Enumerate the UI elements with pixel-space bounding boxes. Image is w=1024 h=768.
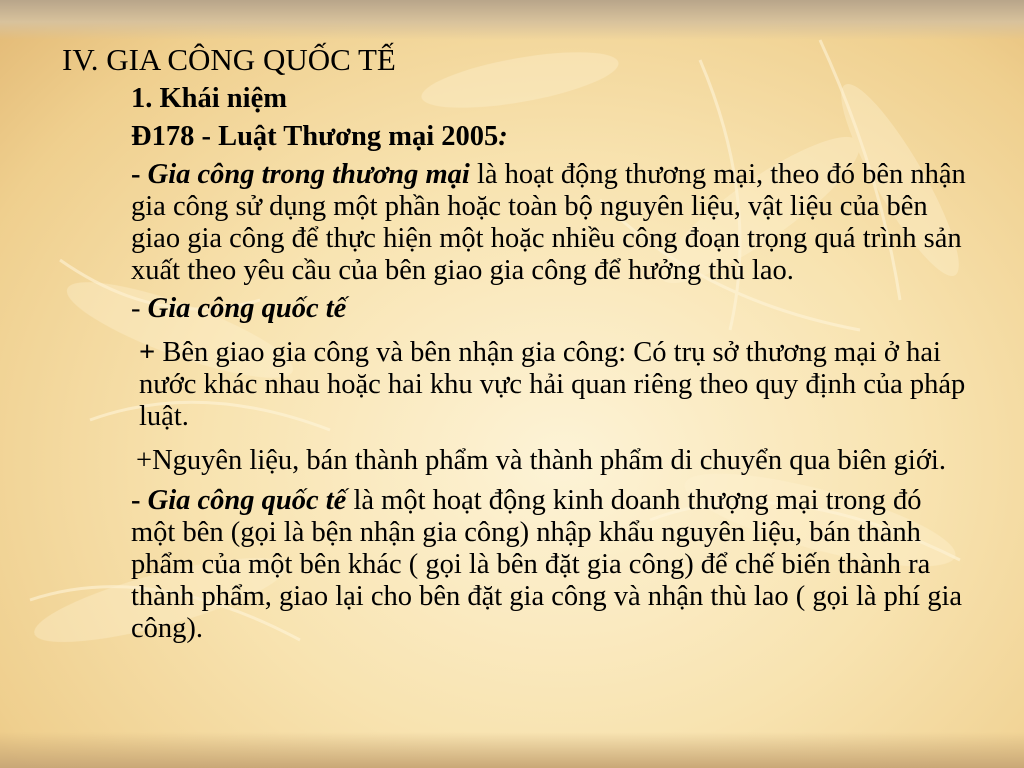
plus-bullet: + (139, 337, 156, 368)
definition-dash: - (131, 293, 148, 324)
definition-term: Gia công quốc tế (147, 485, 347, 516)
subheading: 1. Khái niệm (131, 83, 287, 114)
slide-heading: IV. GIA CÔNG QUỐC TẾ (62, 42, 396, 77)
definition-term: Gia công quốc tế (147, 293, 347, 324)
law-reference-colon: : (498, 121, 508, 152)
definition-international-processing-heading (131, 293, 971, 325)
law-reference-text: Đ178 - Luật Thương mại 2005 (131, 121, 499, 152)
definition-trade-processing (131, 159, 971, 287)
definition-text: là một hoạt động kinh doanh thượng mại trong đó một bên (gọi là bện nhận gia công) nhập khẩu nguyên liệu, bán thành phẩm của một bên khác ( gọi là bên đặt gia công) để chế biến thành ra thành phẩm, giao lại cho bên đặt gia công và nhận thù lao ( gọi là phí gia công). (131, 485, 963, 644)
slide-body (131, 83, 971, 645)
definition-dash: - (131, 485, 148, 516)
law-reference (131, 121, 971, 153)
definition-dash: - (131, 159, 148, 190)
bullet-text: Bên giao gia công và bên nhận gia công: Có trụ sở thương mại ở hai nước khác nhau hoặc hai khu vực hải quan riêng theo quy định của pháp luật. (139, 337, 966, 432)
definition-international-processing (131, 485, 971, 645)
definition-term: Gia công trong thương mại (147, 159, 470, 190)
bullet-goods-crossing-border: +Nguyên liệu, bán thành phẩm và thành phẩm di chuyển qua biên giới. (136, 445, 946, 476)
bullet-parties-location (131, 337, 971, 433)
definition-text: là hoạt động thương mại, theo đó bên nhận gia công sử dụng một phần hoặc toàn bộ nguyên liệu, vật liệu của bên giao gia công để thực hiện một hoặc nhiều công đoạn trọng quá trình sản xuất theo yêu cầu của bên giao gia công để hưởng thù lao. (131, 159, 966, 286)
